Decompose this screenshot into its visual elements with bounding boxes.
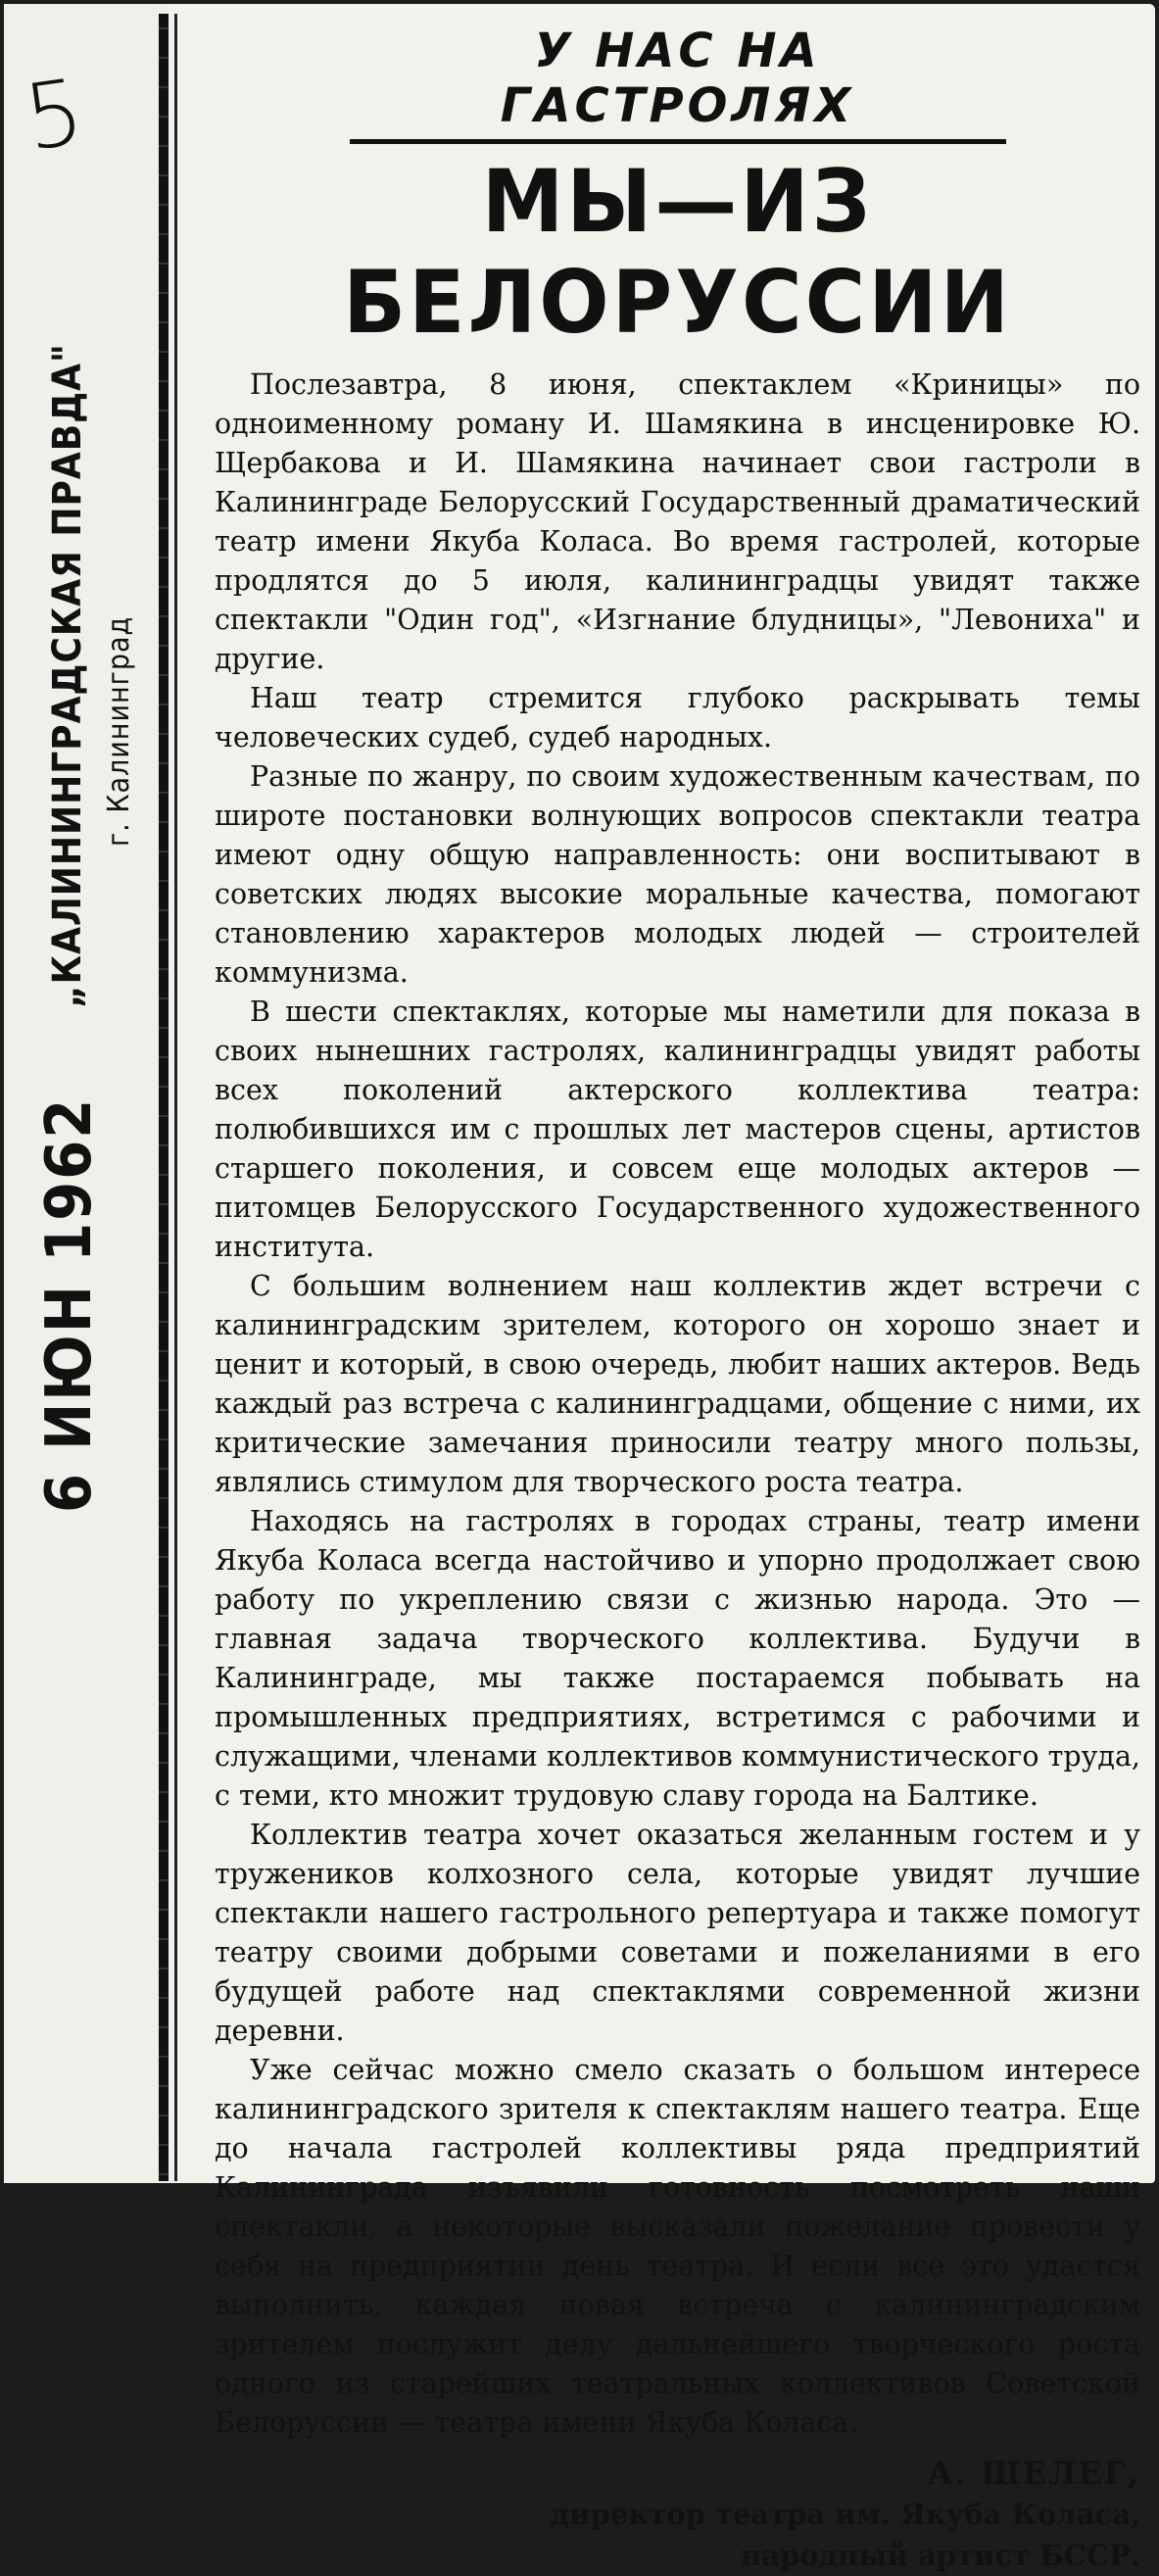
city-stamp: г. Калининград [102,615,136,847]
article [215,24,1140,2576]
date-stamp: 6 ИЮН 1962 [33,1096,106,1513]
handwritten-number: 5 [18,59,90,171]
author-name: А. ШЕЛЕГ, [927,2454,1140,2492]
clipping-margin [4,4,170,2183]
author-honor: народный артист БССР. [741,2539,1140,2572]
paragraph: Разные по жанру, по своим художественным качествам, по широте постановки волнующих вопросов спектакли театра имеют одну общую направленность: они воспитывают в советских людях высокие моральные качества, помогают становлению характеров молодых людей — строителей коммунизма. [215,760,1140,989]
paragraph: Уже сейчас можно смело сказать о большом интересе калининградского зрителя к спектаклям нашего театра. Еще до начала гастролей коллективы ряда предприятий Калининграда изъявили готовность посмотреть наши спектакли, а некоторые высказали пожелание провести у себя на предприятии день театра. И если все это удастся выполнить, каждая новая встреча с калининградским зрителем послужит делу дальнейшего творческого роста одного из старейших театральных коллективов Советской Белоруссии — театра имени Якуба Коласа. [215,2054,1140,2439]
paragraph: Коллектив театра хочет оказаться желанным гостем и у тружеников колхозного села, которые увидят лучшие спектакли нашего гастрольного репертуара и также помогут театру своими добрыми советами и пожеланиями в его будущей работе над спектаклями современной жизни деревни. [215,1819,1140,2047]
rubric: У НАС НА ГАСТРОЛЯХ [350,24,1006,144]
headline: МЫ—ИЗ БЕЛОРУССИИ [343,151,1012,353]
paragraph: Послезавтра, 8 июня, спектаклем «Криницы» по одноименному роману И. Шамякина в инсценировке Ю. Щербакова и И. Шамякина начинает свои гастроли в Калининграде Белорусский Государственный драматический театр имени Якуба Коласа. Во время гастролей, которые продлятся до 5 июля, калининградцы увидят также спектакли "Один год", «Изгнание блудницы», "Левониха" и другие. [215,368,1140,675]
paragraph: Находясь на гастролях в городах страны, театр имени Якуба Коласа всегда настойчиво и упорно продолжает свою работу по укреплению связи с жизнью народа. Это — главная задача творческого коллектива. Будучи в Калининграде, мы также постараемся побывать на промышленных предприятиях, встретимся с рабочими и служащими, членами коллективов коммунистического труда, с теми, кто множит трудовую славу города на Балтике. [215,1505,1140,1812]
signature [215,2453,1140,2576]
newspaper-name-stamp: „КАЛИНИНГРАДСКАЯ ПРАВДА" [45,343,90,1008]
author-title: директор театра им. Якуба Коласа, [550,2498,1140,2531]
column-rule-thin [174,14,177,2181]
newspaper-clipping [4,4,1155,2572]
paragraph: С большим волнением наш коллектив ждет встречи с калининградским зрителем, которого он хорошо знает и ценит и который, в свою очередь, любит наших актеров. Ведь каждый раз встреча с калининградцами, общение с ними, их критические замечания приносили театру много пользы, являлись стимулом для творческого роста театра. [215,1270,1140,1498]
column-rule [159,14,169,2181]
paragraph: Наш театр стремится глубоко раскрывать темы человеческих судеб, судеб народных. [215,682,1140,753]
article-body [215,365,1140,2443]
paragraph: В шести спектаклях, которые мы наметили для показа в своих нынешних гастролях, калининградцы увидят работы всех поколений актерского коллектива театра: полюбившихся им с прошлых лет мастеров сцены, артистов старшего поколения, и совсем еще молодых актеров — питомцев Белорусского Государственного художественного института. [215,996,1140,1263]
